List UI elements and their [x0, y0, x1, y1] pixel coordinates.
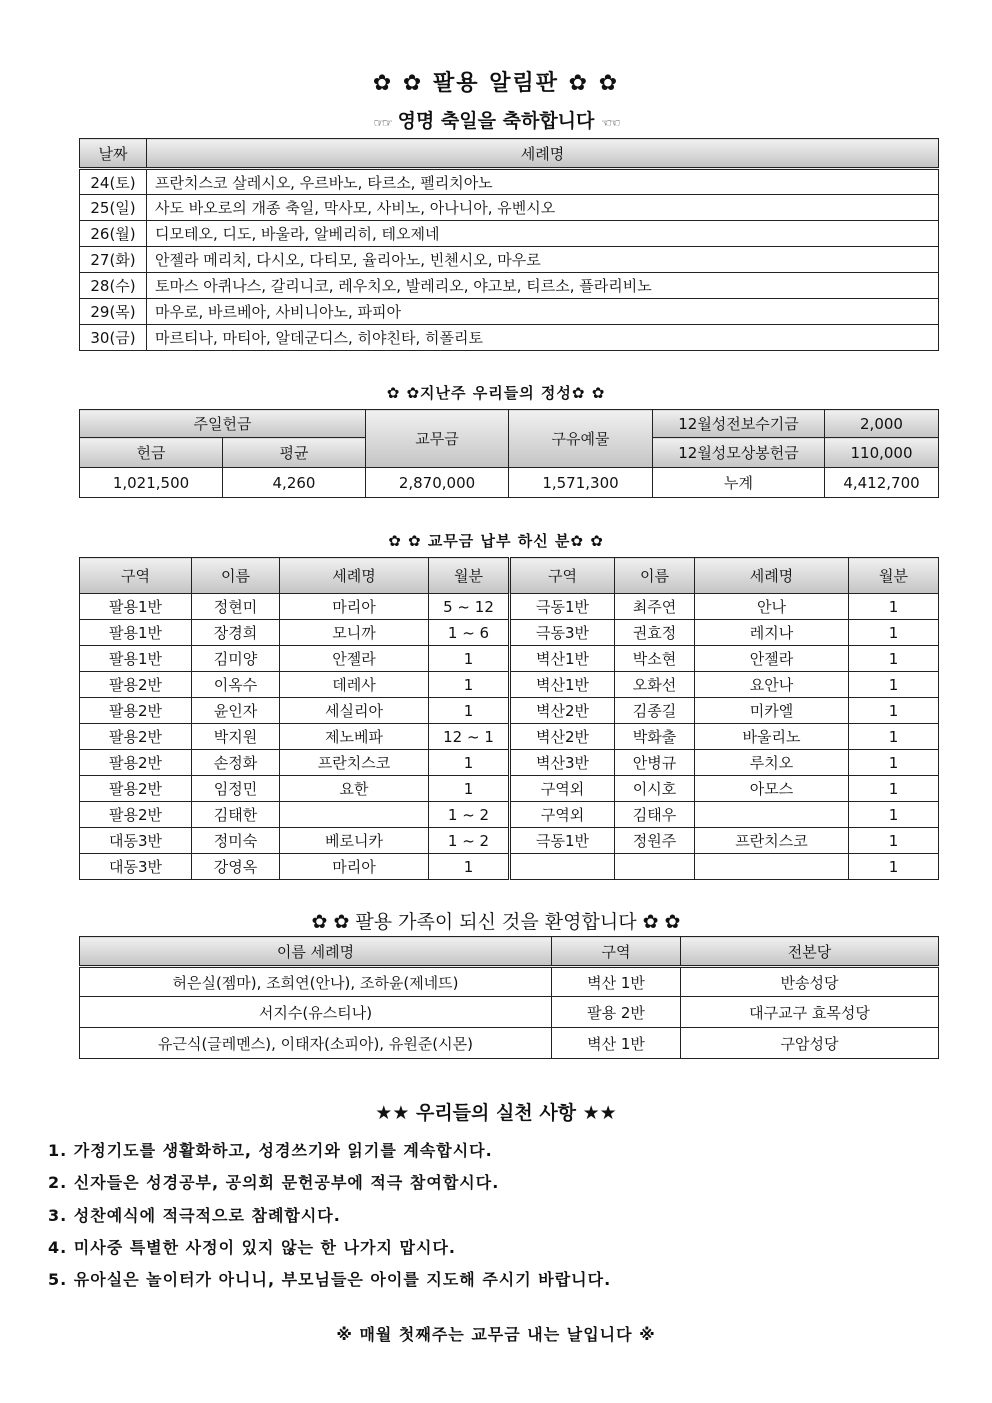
feast-names: 사도 바오로의 개종 축일, 막사모, 사비노, 아나니아, 유벤시오: [147, 195, 939, 221]
welcome-names: 유근식(글레멘스), 이태자(소피아), 유원준(시몬): [80, 1028, 552, 1059]
cell-months: 1: [849, 802, 939, 828]
cell-baptismal-name: 요한: [280, 776, 429, 802]
cell-name: 김미양: [192, 646, 280, 672]
feast-names: 토마스 아퀴나스, 갈리니코, 레우치오, 발레리오, 야고보, 티르소, 플라리비노: [147, 273, 939, 299]
cell-district: 구역외: [510, 802, 615, 828]
offering-table: [79, 409, 939, 498]
feast-date: 26(월): [80, 221, 147, 247]
table-row: [80, 698, 939, 724]
table-row: [80, 195, 939, 221]
cell-district: 벽산2반: [510, 698, 615, 724]
feast-date: 24(토): [80, 169, 147, 195]
cell-name: 박지원: [192, 724, 280, 750]
cell-baptismal-name: 프란치스코: [695, 828, 849, 854]
table-row: [80, 672, 939, 698]
feast-table: [79, 138, 939, 351]
cash-header: 헌금: [80, 438, 223, 468]
table-row: [80, 750, 939, 776]
cell-months: 1: [849, 854, 939, 880]
welcome-table: [79, 936, 939, 1059]
fund2-label: 12월성모상봉헌금: [653, 438, 825, 468]
cell-district: 팔용1반: [80, 594, 192, 620]
table-row: [80, 468, 939, 498]
cell-months: 1: [849, 646, 939, 672]
cell-district: 팔용2반: [80, 750, 192, 776]
header-name: 이름: [192, 558, 280, 594]
cell-months: 5 ~ 12: [429, 594, 510, 620]
page-title: ✿ ✿ 팔용 알림판 ✿ ✿: [372, 71, 620, 96]
cell-district: 벽산2반: [510, 724, 615, 750]
cell-months: 1: [429, 672, 510, 698]
building-header: 구유예물: [509, 410, 653, 468]
cell-name: 이옥수: [192, 672, 280, 698]
cell-months: 1 ~ 2: [429, 828, 510, 854]
feast-names: 안젤라 메리치, 다시오, 다티모, 율리아노, 빈첸시오, 마우로: [147, 247, 939, 273]
cell-district: 팔용2반: [80, 672, 192, 698]
table-row: [80, 828, 939, 854]
cell-district: 팔용1반: [80, 620, 192, 646]
feast-names: 마우로, 바르베아, 사비니아노, 파피아: [147, 299, 939, 325]
cell-district: 팔용1반: [80, 646, 192, 672]
welcome-previous-parish: 반송성당: [681, 967, 939, 997]
cell-months: 1: [849, 776, 939, 802]
cell-months: 1: [849, 594, 939, 620]
welcome-names: 허은실(젬마), 조희연(안나), 조하윤(제네뜨): [80, 967, 552, 997]
table-row: [80, 967, 939, 997]
feast-names: 마르티나, 마티아, 알데군디스, 히야친타, 히폴리토: [147, 325, 939, 351]
table-row: [80, 776, 939, 802]
cell-district: 팔용2반: [80, 698, 192, 724]
cell-name: 안병규: [615, 750, 695, 776]
header-district: 구역: [80, 558, 192, 594]
building-value: 1,571,300: [509, 468, 653, 498]
cell-months: 1: [849, 672, 939, 698]
header-district: 구역: [510, 558, 615, 594]
welcome-names: 서지수(유스티나): [80, 997, 552, 1028]
table-row: [80, 325, 939, 351]
cell-name: 박화출: [615, 724, 695, 750]
cell-name: 정현미: [192, 594, 280, 620]
cell-name: 장경희: [192, 620, 280, 646]
feast-date: 28(수): [80, 273, 147, 299]
dues-value: 2,870,000: [366, 468, 509, 498]
cell-months: 1: [849, 828, 939, 854]
cell-district: 극동1반: [510, 828, 615, 854]
header-baptismal-name: 세례명: [695, 558, 849, 594]
feast-date: 30(금): [80, 325, 147, 351]
cell-district: [510, 854, 615, 880]
cell-baptismal-name: 안젤라: [695, 646, 849, 672]
cell-district: 팔용2반: [80, 724, 192, 750]
cell-district: 팔용2반: [80, 802, 192, 828]
practice-item: 2. 신자들은 성경공부, 공의회 문헌공부에 적극 참여합시다.: [48, 1173, 500, 1192]
cell-baptismal-name: 아모스: [695, 776, 849, 802]
cell-baptismal-name: [280, 802, 429, 828]
cell-baptismal-name: 안나: [695, 594, 849, 620]
cell-name: 오화선: [615, 672, 695, 698]
cell-months: 1 ~ 6: [429, 620, 510, 646]
table-row: [80, 854, 939, 880]
feast-date: 25(일): [80, 195, 147, 221]
cell-baptismal-name: 프란치스코: [280, 750, 429, 776]
feast-names: 디모테오, 디도, 바울라, 알베리히, 테오제네: [147, 221, 939, 247]
practice-item: 5. 유아실은 놀이터가 아니니, 부모님들은 아이를 지도해 주시기 바랍니다.: [48, 1270, 612, 1289]
table-row: [80, 273, 939, 299]
cell-name: 박소현: [615, 646, 695, 672]
sunday-offering-header: 주일헌금: [80, 410, 366, 438]
dues-payers-table: [79, 557, 939, 880]
cell-district: 극동1반: [510, 594, 615, 620]
cell-baptismal-name: 데레사: [280, 672, 429, 698]
practice-item: 4. 미사중 특별한 사정이 있지 않는 한 나가지 맙시다.: [48, 1238, 456, 1257]
cell-name: 정원주: [615, 828, 695, 854]
table-row: [80, 594, 939, 620]
cell-name: 김종길: [615, 698, 695, 724]
cell-months: 12 ~ 1: [429, 724, 510, 750]
table-row: [80, 620, 939, 646]
cell-baptismal-name: 레지나: [695, 620, 849, 646]
cell-name: 김태한: [192, 802, 280, 828]
cell-baptismal-name: 루치오: [695, 750, 849, 776]
cell-name: 이시호: [615, 776, 695, 802]
cell-months: 1: [849, 724, 939, 750]
feast-header-names: 세례명: [147, 139, 939, 169]
cell-months: 1: [849, 620, 939, 646]
table-row: [80, 646, 939, 672]
cell-name: [615, 854, 695, 880]
average-header: 평균: [223, 438, 366, 468]
pointing-hand-left-icon: ☜☜: [601, 116, 619, 130]
cell-name: 정미숙: [192, 828, 280, 854]
fund1-value: 2,000: [825, 410, 939, 438]
cell-district: 벽산1반: [510, 672, 615, 698]
cell-name: 최주연: [615, 594, 695, 620]
cell-months: 1: [429, 776, 510, 802]
cell-months: 1: [849, 698, 939, 724]
dues-header: 교무금: [366, 410, 509, 468]
cell-baptismal-name: [695, 854, 849, 880]
feast-header-date: 날짜: [80, 139, 147, 169]
total-value: 4,412,700: [825, 468, 939, 498]
cell-baptismal-name: 제노베파: [280, 724, 429, 750]
cell-name: 김태우: [615, 802, 695, 828]
cell-baptismal-name: 마리아: [280, 594, 429, 620]
header-name: 이름: [615, 558, 695, 594]
table-row: [80, 802, 939, 828]
welcome-heading: ✿ ✿ 팔용 가족이 되신 것을 환영합니다 ✿ ✿: [311, 911, 681, 933]
cell-name: 권효정: [615, 620, 695, 646]
table-row: [80, 1028, 939, 1059]
header-months: 월분: [849, 558, 939, 594]
welcome-header-district: 구역: [552, 937, 681, 967]
welcome-district: 팔용 2반: [552, 997, 681, 1028]
cell-district: 대동3반: [80, 828, 192, 854]
cell-months: 1: [429, 854, 510, 880]
cell-months: 1 ~ 2: [429, 802, 510, 828]
header-months: 월분: [429, 558, 510, 594]
welcome-previous-parish: 구암성당: [681, 1028, 939, 1059]
dues-payers-heading: ✿ ✿ 교무금 납부 하신 분✿ ✿: [388, 532, 604, 550]
offering-heading: ✿ ✿지난주 우리들의 정성✿ ✿: [386, 384, 606, 402]
cell-district: 벽산3반: [510, 750, 615, 776]
cash-value: 1,021,500: [80, 468, 223, 498]
cell-months: 1: [429, 646, 510, 672]
welcome-previous-parish: 대구교구 효목성당: [681, 997, 939, 1028]
feast-heading-text: 영명 축일을 축하합니다: [397, 110, 595, 132]
feast-date: 29(목): [80, 299, 147, 325]
table-row: [80, 724, 939, 750]
cell-district: 벽산1반: [510, 646, 615, 672]
cell-district: 구역외: [510, 776, 615, 802]
cell-district: 팔용2반: [80, 776, 192, 802]
cell-baptismal-name: 미카엘: [695, 698, 849, 724]
fund2-value: 110,000: [825, 438, 939, 468]
welcome-header-names: 이름 세례명: [80, 937, 552, 967]
cell-name: 강영옥: [192, 854, 280, 880]
cell-baptismal-name: 안젤라: [280, 646, 429, 672]
pointing-hand-right-icon: ☞☞: [373, 116, 391, 130]
feast-heading: [0, 106, 992, 133]
cell-baptismal-name: 바울리노: [695, 724, 849, 750]
table-row: [80, 169, 939, 195]
cell-baptismal-name: 마리아: [280, 854, 429, 880]
table-row: [80, 997, 939, 1028]
welcome-header-previous-parish: 전본당: [681, 937, 939, 967]
cell-name: 손정화: [192, 750, 280, 776]
footer-note: ※ 매월 첫째주는 교무금 내는 날입니다 ※: [336, 1325, 656, 1344]
table-row: [80, 299, 939, 325]
cell-months: 1: [429, 698, 510, 724]
practice-item: 1. 가정기도를 생활화하고, 성경쓰기와 읽기를 계속합시다.: [48, 1141, 493, 1160]
cell-district: 극동3반: [510, 620, 615, 646]
practice-heading: ★★ 우리들의 실천 사항 ★★: [375, 1102, 617, 1124]
cell-months: 1: [429, 750, 510, 776]
cell-months: 1: [849, 750, 939, 776]
welcome-district: 벽산 1반: [552, 1028, 681, 1059]
header-baptismal-name: 세례명: [280, 558, 429, 594]
cell-baptismal-name: 세실리아: [280, 698, 429, 724]
cell-name: 윤인자: [192, 698, 280, 724]
cell-name: 임정민: [192, 776, 280, 802]
average-value: 4,260: [223, 468, 366, 498]
welcome-district: 벽산 1반: [552, 967, 681, 997]
practice-item: 3. 성찬예식에 적극적으로 참례합시다.: [48, 1206, 341, 1225]
cell-baptismal-name: 요안나: [695, 672, 849, 698]
fund1-label: 12월성전보수기금: [653, 410, 825, 438]
table-row: [80, 221, 939, 247]
cell-baptismal-name: [695, 802, 849, 828]
cell-baptismal-name: 모니까: [280, 620, 429, 646]
total-label: 누계: [653, 468, 825, 498]
feast-names: 프란치스코 살레시오, 우르바노, 타르소, 펠리치아노: [147, 169, 939, 195]
feast-date: 27(화): [80, 247, 147, 273]
cell-district: 대동3반: [80, 854, 192, 880]
table-row: [80, 247, 939, 273]
cell-baptismal-name: 베로니카: [280, 828, 429, 854]
